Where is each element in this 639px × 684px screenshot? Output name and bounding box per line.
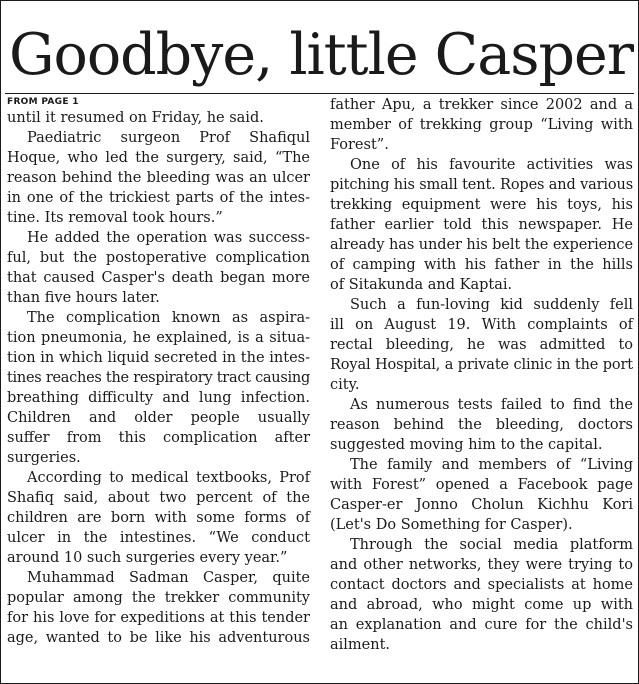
text-line: for his love for expeditions at this tender: [7, 610, 310, 626]
text-line: tines reaches the respiratory tract causing: [7, 370, 310, 386]
left-column: [7, 96, 310, 648]
text-line: member of trekking group “Living with: [330, 117, 633, 133]
text-line: As numerous tests failed to find the: [350, 397, 633, 413]
text-line: He added the operation was success-: [27, 230, 310, 246]
text-line: ailment.: [330, 637, 391, 653]
text-line: Forest”.: [330, 137, 389, 153]
text-line: popular among the trekker community: [7, 590, 310, 606]
text-line: tion pneumonia, he explained, is a situa-: [7, 330, 310, 346]
text-line: (Let's Do Something for Casper).: [330, 517, 573, 533]
text-line: Shafiq said, about two percent of the: [7, 490, 310, 506]
left-column-body: [7, 108, 310, 648]
right-column-body: [330, 95, 633, 655]
text-line: until it resumed on Friday, he said.: [7, 110, 264, 126]
text-line: According to medical textbooks, Prof: [27, 470, 310, 486]
text-line: already has under his belt the experience: [330, 237, 633, 253]
text-line: of camping with his father in the hills: [330, 257, 633, 273]
text-line: age, wanted to be like his adventurous: [7, 630, 310, 646]
text-line: ill on August 19. With complaints of: [330, 317, 633, 333]
text-line: rectal bleeding, he was admitted to: [330, 337, 633, 353]
kicker: FROM PAGE 1: [7, 97, 79, 107]
text-line: suffer from this complication after: [7, 430, 310, 446]
text-line: trekking equipment were his toys, his: [330, 197, 633, 213]
text-line: children are born with some forms of: [7, 510, 310, 526]
text-line: and abroad, who might come up with: [330, 597, 633, 613]
text-line: with Forest” opened a Facebook page: [330, 477, 633, 493]
text-line: and other networks, they were trying to: [330, 557, 633, 573]
text-line: suggested moving him to the capital.: [330, 437, 603, 453]
text-line: father Apu, a trekker since 2002 and a: [330, 97, 633, 113]
text-line: Paediatric surgeon Prof Shafiqul: [27, 130, 310, 146]
text-line: pitching his small tent. Ropes and various: [330, 177, 633, 193]
text-line: Casper-er Jonno Cholun Kichhu Kori: [330, 497, 633, 513]
headline: Goodbye, little Casper: [9, 22, 633, 88]
text-line: breathing difficulty and lung infection.: [7, 390, 310, 406]
text-line: an explanation and cure for the child's: [330, 617, 633, 633]
text-line: ful, but the postoperative complication: [7, 250, 310, 266]
text-line: Through the social media platform: [350, 537, 633, 553]
text-line: father earlier told this newspaper. He: [330, 217, 633, 233]
text-line: The complication known as aspira-: [27, 310, 310, 326]
text-line: city.: [330, 377, 360, 393]
text-line: Such a fun-loving kid suddenly fell: [350, 297, 633, 313]
text-line: ulcer in the intestines. “We conduct: [7, 530, 310, 546]
text-line: reason behind the bleeding, doctors: [330, 417, 633, 433]
text-line: in one of the trickiest parts of the intes-: [7, 190, 310, 206]
text-line: reason behind the bleeding was an ulcer: [7, 170, 310, 186]
text-line: tine. Its removal took hours.”: [7, 210, 223, 226]
text-line: tion in which liquid secreted in the intes-: [7, 350, 310, 366]
text-line: surgeries.: [7, 450, 81, 466]
text-line: Children and older people usually: [7, 410, 310, 426]
text-line: around 10 such surgeries every year.”: [7, 550, 288, 566]
headline-rule: [5, 93, 634, 94]
text-line: that caused Casper's death began more: [7, 270, 310, 286]
right-column: [330, 95, 633, 655]
text-line: Royal Hospital, a private clinic in the port: [330, 357, 633, 373]
text-line: Hoque, who led the surgery, said, “The: [7, 150, 310, 166]
text-line: contact doctors and specialists at home: [330, 577, 633, 593]
text-line: One of his favourite activities was: [350, 157, 633, 173]
text-line: Muhammad Sadman Casper, quite: [27, 570, 310, 586]
text-line: than five hours later.: [7, 290, 160, 306]
text-line: of Sitakunda and Kaptai.: [330, 277, 513, 293]
text-line: The family and members of “Living: [350, 457, 633, 473]
